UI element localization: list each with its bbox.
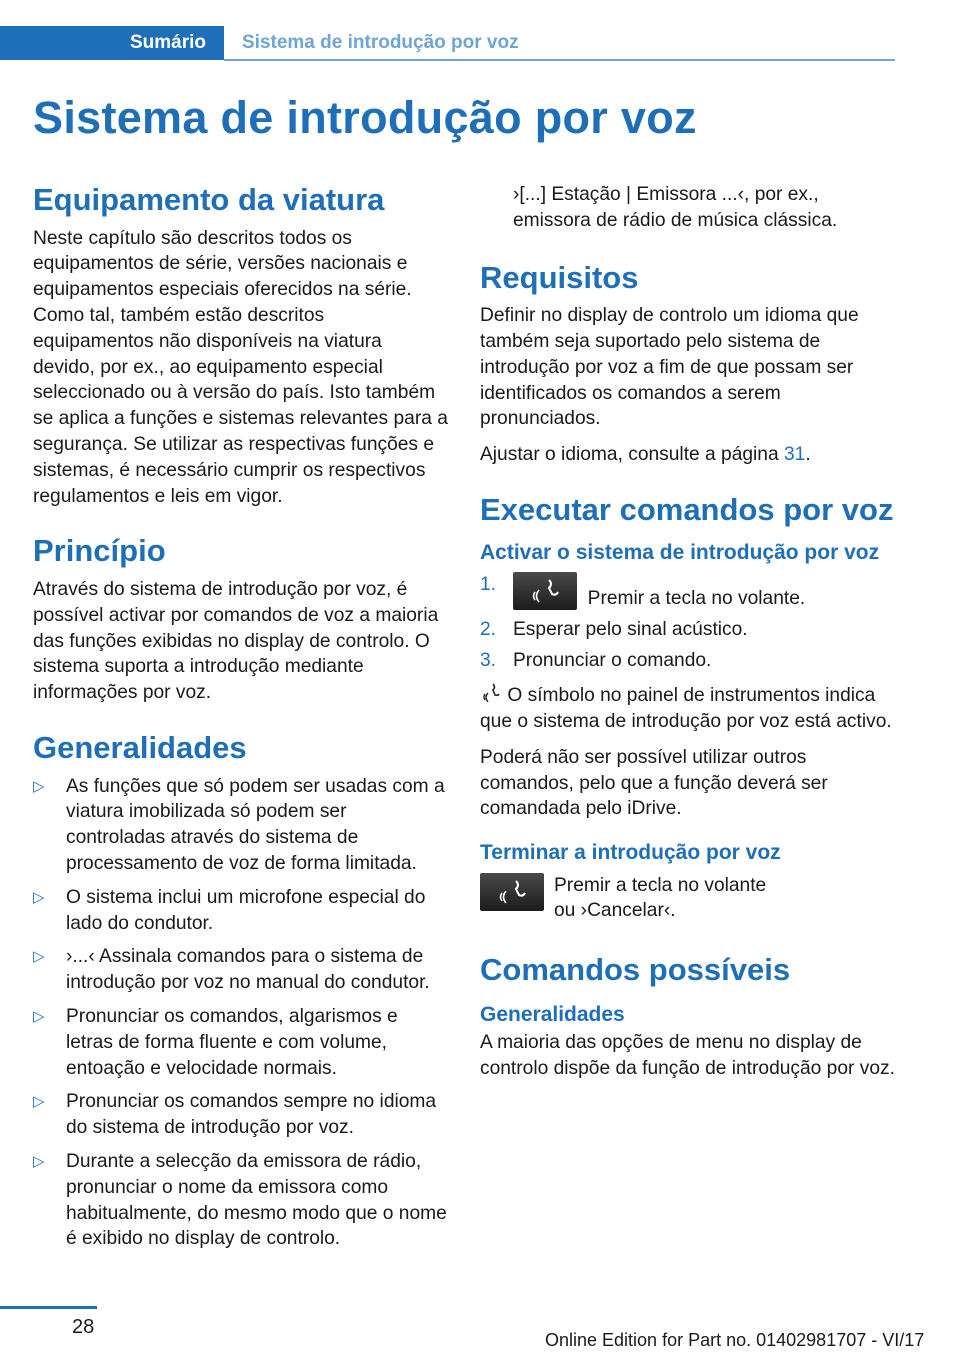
section-executar <box>480 492 895 924</box>
page-number: 28 <box>72 1316 95 1338</box>
triangle-bullet-icon: ▷ <box>33 777 45 795</box>
right-column <box>480 182 895 1106</box>
terminar-row <box>480 873 895 925</box>
section-requisitos <box>480 260 895 468</box>
list-item: ▷ O sistema inclui um microfone especial do lado do condutor. <box>33 886 426 934</box>
left-column <box>33 182 448 1276</box>
paragraph-symbol: O símbolo no painel de instrumentos indica que o sistema de introdução por voz está activo. <box>480 681 895 735</box>
list-item: 1. Premir a tecla no volante. <box>480 573 806 609</box>
list-item: ▷ As funções que só podem ser usadas com a viatura imobilizada só podem ser controladas através do sistema de processamento de voz de forma limitada. <box>33 775 445 875</box>
header-divider <box>224 59 895 61</box>
section-comandos <box>480 952 895 1081</box>
triangle-bullet-icon: ▷ <box>33 1093 45 1111</box>
section-equipamento <box>33 182 448 509</box>
triangle-bullet-icon: ▷ <box>33 948 45 966</box>
breadcrumb-current[interactable]: Sistema de introdução por voz <box>242 32 519 53</box>
list-item: ▷ ›...‹ Assinala comandos para o sistema de introdução por voz no manual do condutor. <box>33 946 430 994</box>
paragraph-ajustar: Ajustar o idioma, consulte a página 31. <box>480 444 811 466</box>
paragraph-idrive: Poderá não ser possível utilizar outros comandos, pelo que a função deverá ser comandada pelo iDrive. <box>480 746 828 820</box>
heading-activar: Activar o sistema de introdução por voz <box>480 540 880 564</box>
list-item: ▷ Durante a selecção da emissora de rádio, pronunciar o nome da emissora como habitualmente, do mesmo modo que o nome é exibido no display de controlo. <box>33 1151 447 1250</box>
steps-list <box>480 572 895 673</box>
paragraph-principio: Através do sistema de introdução por voz, é possível activar por comandos de voz a maioria das funções exibidas no display de controlo. O sistema suporta a introdução mediante informações por voz. <box>33 579 439 704</box>
heading-requisitos: Requisitos <box>480 259 639 295</box>
heading-principio: Princípio <box>33 533 166 569</box>
voice-button-icon <box>480 873 544 911</box>
edition-footer: Online Edition for Part no. 01402981707 - VI/17 <box>545 1330 925 1350</box>
list-item: ▷ Pronunciar os comandos, algarismos e letras de forma fluente e com volume, entoação e velocidade normais. <box>33 1006 398 1079</box>
continuation-text: ›[...] Estação | Emissora ...‹, por ex., emissora de rádio de música clássica. <box>513 184 838 231</box>
section-principio <box>33 533 448 706</box>
triangle-bullet-icon: ▷ <box>33 1008 45 1026</box>
header-bar <box>0 26 895 62</box>
generalidades-list <box>33 774 448 1253</box>
heading-executar: Executar comandos por voz <box>480 492 894 528</box>
list-item: 2. Esperar pelo sinal acústico. <box>480 618 748 640</box>
list-item: 3. Pronunciar o comando. <box>480 649 712 671</box>
triangle-bullet-icon: ▷ <box>33 888 45 906</box>
voice-button-icon <box>513 572 577 610</box>
heading-comandos-generalidades: Generalidades <box>480 1002 625 1026</box>
list-item: ▷ Pronunciar os comandos sempre no idioma do sistema de introdução por voz. <box>33 1091 437 1139</box>
paragraph-equipamento: Neste capítulo são descritos todos os equipamentos de série, versões nacionais e equipamentos especiais oferecidos na série. Como tal, também estão descritos equipamentos não disponíveis na viatura devido, por ex., ao equipamento especial seleccionado ou à versão do país. Isto também se aplica a funções e sistemas relevantes para a segurança. Se utilizar as respectivas funções e sistemas, é necessário cumprir os respectivos regulamentos e leis em vigor. <box>33 227 448 507</box>
footer-divider <box>0 1306 97 1309</box>
page-link[interactable]: 31 <box>784 444 806 466</box>
paragraph-requisitos: Definir no display de controlo um idioma que também seja suportado pelo sistema de introdução por voz a fim de que possam ser identificados os comandos a serem pronunciados. <box>480 305 859 430</box>
triangle-bullet-icon: ▷ <box>33 1153 45 1171</box>
page-title: Sistema de introdução por voz <box>33 92 697 143</box>
heading-generalidades: Generalidades <box>33 730 247 766</box>
heading-terminar: Terminar a introdução por voz <box>480 841 781 865</box>
section-generalidades <box>33 730 448 1252</box>
paragraph-comandos: A maioria das opções de menu no display de controlo dispõe da função de introdução por voz. <box>480 1032 895 1079</box>
paragraph-terminar: Premir a tecla no volante ou ›Cancelar‹. <box>554 874 767 922</box>
heading-comandos: Comandos possíveis <box>480 952 791 988</box>
tab-sumario[interactable]: Sumário <box>0 26 224 60</box>
voice-symbol-icon <box>480 681 502 703</box>
heading-equipamento: Equipamento da viatura <box>33 182 385 217</box>
